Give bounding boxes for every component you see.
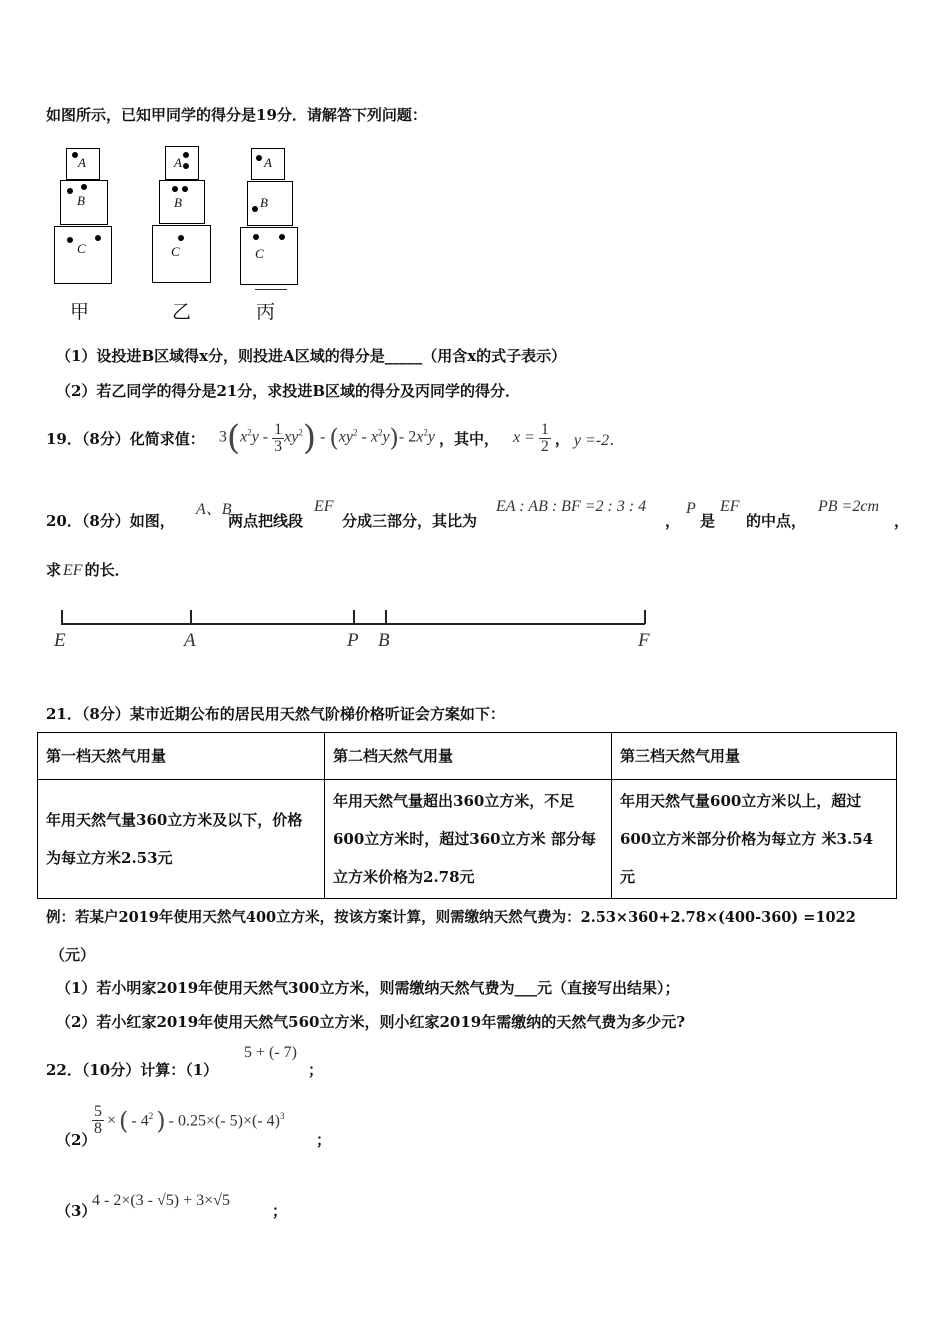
intro-text: 如图所示，已知甲同学的得分是19分．请解答下列问题：: [46, 106, 427, 124]
tick-b: [385, 610, 387, 624]
label-f: F: [638, 630, 650, 651]
box-label: A: [264, 155, 272, 170]
q19-x-num: 1: [540, 420, 549, 438]
box-bing-c: [240, 227, 298, 285]
q22-semicolon3: ；: [272, 1202, 288, 1220]
table-cell: 年用天然气量360立方米及以下，价格为每立方米2.53元: [38, 780, 325, 899]
box-label: C: [171, 244, 180, 259]
q21-part2: （2）若小红家2019年使用天然气560立方米，则小红家2019年需缴纳的天然气费为多少元?: [56, 1013, 686, 1031]
q20-comma2: ，: [894, 512, 910, 530]
caption-jia: 甲: [70, 301, 90, 323]
dot: [67, 237, 73, 243]
q20-ask-suffix: 的长．: [84, 561, 130, 579]
q19-x-den: 2: [540, 437, 549, 455]
q20-ab: A、B: [196, 501, 232, 518]
table-cell: 年用天然气量超出360立方米，不足600立方米时，超过360立方米 部分每立方米价格为2.78元: [325, 780, 612, 899]
box-jia-a: [66, 148, 100, 180]
caption-yi: 乙: [172, 301, 192, 323]
dot: [253, 234, 259, 240]
dot: [67, 188, 73, 194]
table-header-row: [38, 733, 897, 780]
box-label: C: [255, 246, 264, 261]
box-label: B: [174, 195, 182, 210]
table-header: 第一档天然气用量: [38, 733, 325, 780]
q19-x-label: x =: [512, 429, 535, 446]
tick-a: [190, 610, 192, 624]
dot: [178, 235, 184, 241]
dot: [182, 186, 188, 192]
box-jia-b: [60, 180, 108, 225]
box-label: B: [260, 195, 268, 210]
q20-ask: [46, 559, 130, 580]
q22-part3-label: （3）: [56, 1202, 97, 1220]
tick-p: [353, 610, 355, 624]
dot: [183, 152, 189, 158]
q20-ask-ef: EF: [63, 562, 83, 579]
q20-text3: 是: [700, 512, 716, 530]
dot: [183, 163, 189, 169]
q19-y-value: y =-2．: [573, 431, 626, 449]
q20-ask-prefix: 求: [46, 561, 62, 579]
q22-expr3: 4 - 2×(3 - √5) + 3×√5: [92, 1192, 230, 1209]
q19-comma: ，: [554, 429, 570, 448]
dot: [279, 234, 285, 240]
dot: [81, 184, 87, 190]
table-header: 第二档天然气用量: [325, 733, 612, 780]
q21-example-unit: （元）: [50, 946, 96, 964]
q20-ratio: EA : AB : BF =2 : 3 : 4: [496, 498, 647, 515]
table-row: [38, 780, 897, 899]
q22-semicolon1: ；: [308, 1061, 324, 1079]
q20-p: P: [686, 500, 696, 517]
box-bing-a: [251, 148, 285, 180]
q20-text2: 分成三部分，其比为: [342, 512, 478, 530]
q19-prefix: 19．（8分）化简求值：: [46, 429, 205, 448]
box-label: B: [77, 193, 85, 208]
q18-part1: （1）设投进B区域得x分，则投进A区域的得分是_____（用含x的式子表示）: [56, 347, 567, 365]
table-header: 第三档天然气用量: [612, 733, 897, 780]
q20-ef: EF: [314, 498, 334, 515]
dot: [256, 155, 262, 161]
price-table: [37, 732, 897, 899]
q19-expression: $3(x^2y$ - $\frac{1}{3}$ $xy^2) - (xy^2 - x^2y)-$ $2x^2y$: [218, 418, 435, 458]
q22-prefix: 22．（10分）计算：（1）: [46, 1061, 219, 1079]
box-bing-b: [247, 181, 293, 226]
box-label: C: [77, 241, 86, 256]
tick-f: [644, 610, 646, 624]
box-yi-c: [152, 225, 211, 283]
label-p: P: [347, 630, 359, 651]
q18-part2: （2）若乙同学的得分是21分，求投进B区域的得分及丙同学的得分．: [56, 382, 520, 400]
underline-bing: [255, 289, 287, 290]
label-a: A: [184, 630, 196, 651]
q21-part1: （1）若小明家2019年使用天然气300立方米，则需缴纳天然气费为___元（直接写出结果）；: [56, 979, 680, 997]
q21-example: 例：若某户2019年使用天然气400立方米，按该方案计算，则需缴纳天然气费为：2.53×360+2.78×(400-360) =1022: [46, 909, 856, 926]
table-cell: 年用天然气量600立方米以上，超过600立方米部分价格为每立方 米3.54元: [612, 780, 897, 899]
box-jia-c: [54, 226, 112, 284]
q19-x-fraction: [539, 422, 551, 455]
q20-text4: 的中点，: [746, 512, 807, 530]
q20-comma1: ，: [665, 512, 681, 530]
tick-e: [61, 610, 63, 624]
q22-expr2: $\frac{5}{8}$ × ( - $4^2$ ) - 0.25×(- 5)×(- 4)$^3$: [94, 1103, 285, 1137]
dot: [252, 206, 258, 212]
q21-title: 21．（8分）某市近期公布的居民用天然气阶梯价格听证会方案如下：: [46, 705, 505, 723]
q22-semicolon2: ；: [316, 1131, 332, 1149]
q20-prefix: 20．（8分）如图，: [46, 512, 175, 530]
q20-pb: PB =2cm: [818, 498, 879, 515]
box-yi-a: [165, 146, 199, 180]
q19-where: ，其中，: [438, 429, 499, 448]
dot: [95, 235, 101, 241]
label-b: B: [378, 630, 390, 651]
box-yi-b: [159, 180, 205, 224]
q19-line: [46, 413, 625, 463]
label-e: E: [54, 630, 66, 651]
q22-part2-label: （2）: [56, 1131, 97, 1149]
box-label: A: [78, 155, 86, 170]
q20-text1: 两点把线段: [228, 512, 304, 530]
q20-ef2: EF: [720, 498, 740, 515]
dot: [172, 186, 178, 192]
q22-frac-5-8: $\frac{5}{8}$: [94, 1103, 102, 1137]
caption-bing: 丙: [256, 301, 276, 323]
box-label: A: [174, 155, 182, 170]
q22-expr1: 5 + (- 7): [244, 1044, 298, 1061]
